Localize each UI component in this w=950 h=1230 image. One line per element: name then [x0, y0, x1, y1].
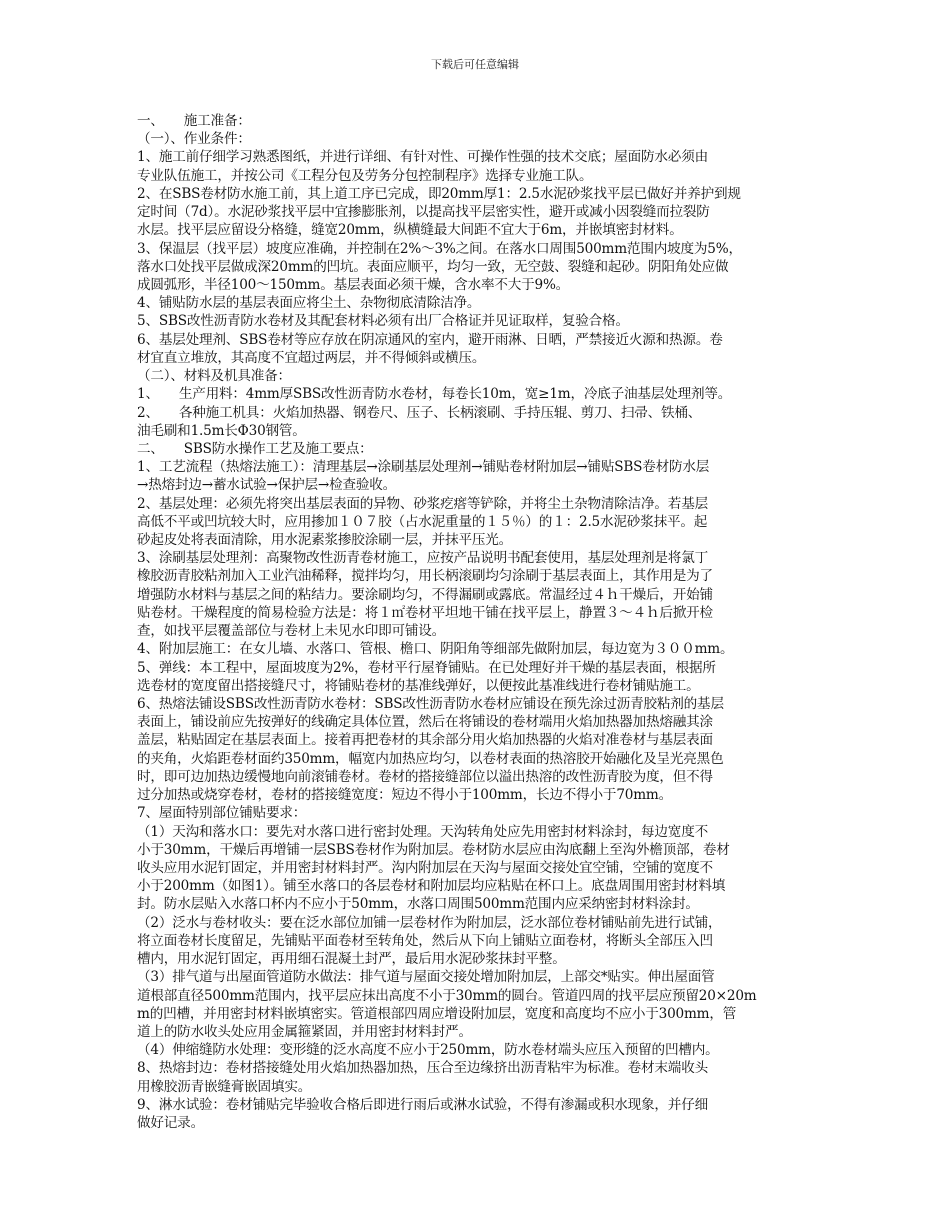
- text-line: 道根部直径500mm范围内，找平层应抹出高度不小于30mm的圆台。管道四周的找平层应预留20×20m: [137, 987, 757, 1004]
- text-line: 封。防水层贴入水落口杯内不应小于50mm，水落口周围500mm范围内应采纳密封材料涂封。: [137, 896, 699, 913]
- text-line: 时，即可边加热边缓慢地向前滚铺卷材。卷材的搭接缝部位以溢出热溶的改性沥青胶为度，但不得: [137, 768, 713, 785]
- text-line: 小于200mm（如图1）。铺至水落口的各层卷材和附加层均应粘贴在杯口上。底盘周围用密封材料填: [137, 878, 726, 895]
- text-line: 2、基层处理：必须先将突出基层表面的异物、砂浆疙瘩等铲除，并将尘土杂物清除洁净。若基层: [137, 495, 708, 512]
- text-line: 9、淋水试验：卷材铺贴完毕验收合格后即进行雨后或淋水试验，不得有渗漏或积水现象，并仔细: [137, 1096, 708, 1113]
- text-line: 查，如找平层覆盖部位与卷材上未见水印即可铺设。: [137, 623, 446, 640]
- text-line: 6、基层处理剂、SBS卷材等应存放在阴凉通风的室内，避开雨淋、日晒，严禁接近火源和热源。卷: [137, 331, 723, 348]
- text-line: 的夹角，火焰距卷材面约350mm，幅宽内加热应均匀，以卷材表面的热溶胶开始融化及呈光亮黑色: [137, 750, 724, 767]
- text-line: 二、 SBS防水操作工艺及施工要点：: [137, 440, 373, 457]
- text-line: 1、工艺流程（热熔法施工）：清理基层→涂刷基层处理剂→铺贴卷材附加层→铺贴SBS卷材防水层: [137, 459, 710, 476]
- text-line: 8、热熔封边：卷材搭接缝处用火焰加热器加热，压合至边缘挤出沥青粘牢为标准。卷材末端收头: [137, 1060, 708, 1077]
- text-line: 表面上，铺设前应先按弹好的线确定具体位置，然后在将铺设的卷材端用火焰加热器加热熔融其涂: [137, 714, 713, 731]
- text-line: 5、SBS改性沥青防水卷材及其配套材料必须有出厂合格证并见证取样，复验合格。: [137, 313, 629, 330]
- text-line: 做好记录。: [137, 1115, 204, 1132]
- text-line: 4、附加层施工：在女儿墙、水落口、管根、檐口、阴阳角等细部先做附加层，每边宽为３００mm。: [137, 641, 734, 658]
- text-line: 道上的防水收头处应用金属箍紧固，并用密封材料封严。: [137, 1023, 472, 1040]
- text-line: （3）排气道与出屋面管道防水做法：排气道与屋面交接处增加附加层，上部交*贴实。伸出屋面管: [137, 969, 715, 986]
- text-line: 水层。找平层应留设分格缝，缝宽20mm，纵横缝最大间距不宜大于6m，并嵌填密封材料。: [137, 222, 683, 239]
- text-line: 1、施工前仔细学习熟悉图纸，并进行详细、有针对性、可操作性强的技术交底；屋面防水必须由: [137, 149, 708, 166]
- text-line: 增强防水材料与基层之间的粘结力。要涂刷均匀，不得漏刷或露底。常温经过４ｈ干燥后，开始铺: [137, 586, 713, 603]
- text-line: 用橡胶沥青嵌缝膏嵌固填实。: [137, 1078, 312, 1095]
- text-line: 将立面卷材长度留足，先铺贴平面卷材至转角处，然后从下向上铺贴立面卷材，将断头全部压入凹: [137, 932, 713, 949]
- text-line: 成圆弧形，半径100～150mm。基层表面必须干燥，含水率不大于9%。: [137, 276, 570, 293]
- text-line: 1、 生产用料：4mm厚SBS改性沥青防水卷材，每卷长10m，宽≥1m，冷底子油基层处理剂等。: [137, 386, 732, 403]
- text-line: 贴卷材。干燥程度的简易检验方法是：将１㎡卷材平坦地干铺在找平层上，静置３～４ｈ后掀开检: [137, 604, 713, 621]
- text-line: 选卷材的宽度留出搭接缝尺寸，将铺贴卷材的基准线弹好，以便按此基准线进行卷材铺贴施工。: [137, 677, 700, 694]
- text-line: 材宜直立堆放，其高度不宜超过两层，并不得倾斜或横压。: [137, 349, 486, 366]
- text-line: 一、 施工准备：: [137, 113, 251, 129]
- text-line: 油毛刷和1.5m长Φ30钢管。: [137, 422, 306, 439]
- text-line: （一）、作业条件：: [137, 131, 251, 148]
- text-line: 3、保温层（找平层）坡度应准确，并控制在2%～3%之间。在落水口周围500mm范围内坡度为5%，: [137, 240, 742, 257]
- text-line: →热熔封边→蓄水试验→保护层→检查验收。: [137, 477, 397, 494]
- document-body: [137, 112, 817, 1132]
- text-line: （2）泛水与卷材收头：要在泛水部位加铺一层卷材作为附加层，泛水部位卷材铺贴前先进行试铺，: [137, 914, 722, 931]
- text-line: 6、热熔法铺设SBS改性沥青防水卷材：SBS改性沥青防水卷材应铺设在预先涂过沥青胶粘剂的基层: [137, 696, 724, 712]
- text-line: 收头应用水泥钉固定，并用密封材料封严。沟内附加层在天沟与屋面交接处宜空铺，空铺的宽度不: [137, 859, 713, 876]
- text-line: 7、屋面特别部位铺贴要求：: [137, 805, 307, 822]
- text-line: （4）伸缩缝防水处理：变形缝的泛水高度不应小于250mm，防水卷材端头应压入预留的凹槽内。: [137, 1042, 719, 1059]
- text-line: 槽内，用水泥钉固定，再用细石混凝土封严，最后用水泥砂浆抹封平整。: [137, 951, 566, 968]
- text-line: 橡胶沥青胶粘剂加入工业汽油稀释，搅拌均匀，用长柄滚刷均匀涂刷于基层表面上，其作用是为了: [137, 568, 713, 585]
- text-line: （1）天沟和落水口：要先对水落口进行密封处理。天沟转角处应先用密封材料涂封，每边宽度不: [137, 823, 708, 840]
- text-line: 高低不平或凹坑较大时，应用掺加１０７胶（占水泥重量的１５％）的１：2.5水泥砂浆抹平。起: [137, 513, 708, 530]
- text-line: 落水口处找平层做成深20mm的凹坑。表面应顺平，均匀一致，无空鼓、裂缝和起砂。阴阳角处应做: [137, 258, 729, 275]
- text-line: 3、涂刷基层处理剂：高聚物改性沥青卷材施工，应按产品说明书配套使用，基层处理剂是将氯丁: [137, 550, 708, 567]
- text-line: 2、 各种施工机具：火焰加热器、钢卷尺、压子、长柄滚刷、手持压辊、剪刀、扫帚、铁桶、: [137, 404, 702, 421]
- text-line: 盖层，粘贴固定在基层表面上。接着再把卷材的其余部分用火焰加热器的火焰对准卷材与基层表面: [137, 732, 713, 749]
- text-line: 砂起皮处将表面清除，用水泥素浆掺胶涂刷一层，并抹平压光。: [137, 532, 513, 549]
- text-line: 5、弹线：本工程中，屋面坡度为2%，卷材平行屋脊铺贴。在已处理好并干燥的基层表面，根据所: [137, 659, 716, 676]
- page-header: 下载后可任意编辑: [431, 58, 519, 71]
- text-line: 2、在SBS卷材防水施工前，其上道工序已完成，即20mm厚1：2.5水泥砂浆找平层已做好并养护到规: [137, 185, 741, 202]
- text-line: 过分加热或烧穿卷材，卷材的搭接缝宽度：短边不得小于100mm，长边不得小于70mm。: [137, 787, 672, 804]
- text-line: m的凹槽，并用密封材料嵌填密实。管道根部四周应增设附加层，宽度和高度均不应小于300mm，管: [137, 1005, 737, 1022]
- text-line: （二）、材料及机具准备：: [137, 368, 291, 385]
- text-line: 小于30mm，干燥后再增铺一层SBS卷材作为附加层。卷材防水层应由沟底翻上至沟外檐顶部，卷材: [137, 841, 730, 858]
- text-line: 4、铺贴防水层的基层表面应将尘土、杂物彻底清除洁净。: [137, 295, 481, 312]
- text-line: 定时间（7d）。水泥砂浆找平层中宜掺膨胀剂，以提高找平层密实性，避开或减小因裂缝而拉裂防: [137, 204, 710, 221]
- text-line: 专业队伍施工，并按公司《工程分包及劳务分包控制程序》选择专业施工队。: [137, 167, 593, 184]
